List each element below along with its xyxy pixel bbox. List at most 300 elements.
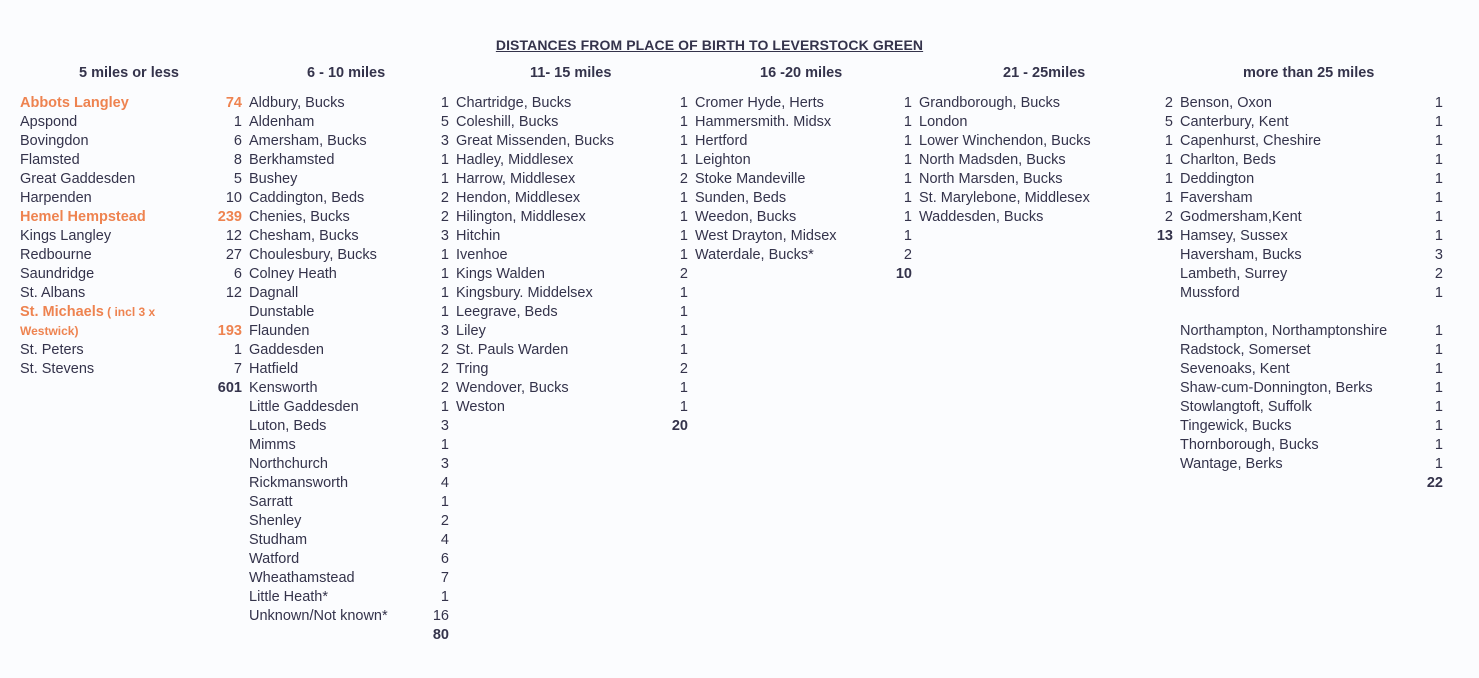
list-item <box>249 493 449 512</box>
place-name: Hatfield <box>249 361 299 377</box>
count: 2 <box>679 171 688 187</box>
column-heading: 5 miles or less <box>79 65 179 81</box>
list-item <box>1180 455 1443 474</box>
column-list <box>919 94 1173 246</box>
count: 1 <box>1434 437 1443 453</box>
count: 2 <box>1164 209 1173 225</box>
list-item <box>456 94 688 113</box>
column-heading: 21 - 25miles <box>1003 65 1086 81</box>
count: 8 <box>233 152 242 168</box>
place-name: North Madsden, Bucks <box>919 152 1066 168</box>
list-item <box>20 94 242 113</box>
count: 1 <box>440 95 449 111</box>
place-name: Canterbury, Kent <box>1180 114 1289 130</box>
list-item <box>456 379 688 398</box>
place-name: Aldenham <box>249 114 315 130</box>
list-item <box>919 170 1173 189</box>
place-name: Radstock, Somerset <box>1180 342 1311 358</box>
count: 1 <box>1434 209 1443 225</box>
count: 1 <box>903 171 912 187</box>
list-item <box>249 550 449 569</box>
list-item <box>249 132 449 151</box>
count: 2 <box>440 190 449 206</box>
list-item <box>1180 265 1443 284</box>
count: 1 <box>903 228 912 244</box>
count: 2 <box>440 361 449 377</box>
place-name: Bovingdon <box>20 133 89 149</box>
list-item <box>456 398 688 417</box>
place-name: West Drayton, Midsex <box>695 228 837 244</box>
list-item <box>919 94 1173 113</box>
page-title: DISTANCES FROM PLACE OF BIRTH TO LEVERSTOCK GREEN <box>495 37 924 53</box>
place-name: Waddesden, Bucks <box>919 209 1044 225</box>
place-name: Northampton, Northamptonshire <box>1180 323 1388 339</box>
count: 1 <box>679 285 688 301</box>
total-row <box>249 626 449 645</box>
list-item <box>456 322 688 341</box>
place-name: Leegrave, Beds <box>456 304 558 320</box>
count: 1 <box>903 114 912 130</box>
total-row <box>695 265 912 284</box>
list-item <box>249 474 449 493</box>
count: 1 <box>1164 171 1173 187</box>
place-name: Shenley <box>249 513 302 529</box>
count: 2 <box>440 342 449 358</box>
place-name: Sarratt <box>249 494 293 510</box>
place-name: Haversham, Bucks <box>1180 247 1302 263</box>
total-row <box>20 379 242 398</box>
place-name: Kings Walden <box>456 266 545 282</box>
count: 3 <box>1434 247 1443 263</box>
list-item <box>695 113 912 132</box>
place-name: Harrow, Middlesex <box>456 171 576 187</box>
list-item <box>695 132 912 151</box>
place-name: Kings Langley <box>20 228 112 244</box>
place-name: Stowlangtoft, Suffolk <box>1180 399 1312 415</box>
list-item <box>456 303 688 322</box>
place-name: Hertford <box>695 133 748 149</box>
place-name: Lambeth, Surrey <box>1180 266 1288 282</box>
count: 1 <box>903 133 912 149</box>
place-name: Waterdale, Bucks* <box>695 247 814 263</box>
count: 6 <box>233 266 242 282</box>
count: 1 <box>1434 133 1443 149</box>
count: 1 <box>679 323 688 339</box>
count: 1 <box>1434 95 1443 111</box>
count: 193 <box>217 323 242 339</box>
place-name: Amersham, Bucks <box>249 133 367 149</box>
place-name: Hendon, Middlesex <box>456 190 581 206</box>
count: 3 <box>440 133 449 149</box>
count: 1 <box>1164 190 1173 206</box>
total-row <box>919 227 1173 246</box>
count: 1 <box>679 190 688 206</box>
place-name: Caddington, Beds <box>249 190 365 206</box>
column-heading: 11- 15 miles <box>530 65 612 81</box>
list-item <box>1180 341 1443 360</box>
list-item <box>456 360 688 379</box>
place-name: Colney Heath <box>249 266 337 282</box>
place-name: Berkhamsted <box>249 152 335 168</box>
place-name: Ivenhoe <box>456 247 508 263</box>
count: 1 <box>903 190 912 206</box>
total-count: 10 <box>895 266 912 282</box>
list-item <box>695 189 912 208</box>
list-item <box>1180 322 1443 341</box>
list-item <box>456 132 688 151</box>
column-list <box>695 94 912 284</box>
list-item <box>249 151 449 170</box>
count: 1 <box>440 266 449 282</box>
list-item <box>249 322 449 341</box>
list-item <box>1180 284 1443 303</box>
list-item <box>249 94 449 113</box>
count: 1 <box>1434 285 1443 301</box>
list-item <box>20 246 242 265</box>
count: 1 <box>1434 380 1443 396</box>
count: 16 <box>432 608 449 624</box>
list-item <box>695 227 912 246</box>
list-item <box>1180 398 1443 417</box>
count: 1 <box>440 171 449 187</box>
list-item <box>249 265 449 284</box>
count: 2 <box>1164 95 1173 111</box>
count: 10 <box>225 190 242 206</box>
place-note: ( incl 3 x <box>103 305 156 319</box>
place-name: Deddington <box>1180 171 1255 187</box>
count: 1 <box>440 247 449 263</box>
total-count: 80 <box>432 627 449 643</box>
count: 1 <box>1434 342 1443 358</box>
list-item <box>1180 151 1443 170</box>
list-item <box>249 341 449 360</box>
place-name: Gaddesden <box>249 342 324 358</box>
place-name: Watford <box>249 551 300 567</box>
list-item <box>249 379 449 398</box>
place-name: Liley <box>456 323 486 339</box>
place-name: Godmersham,Kent <box>1180 209 1302 225</box>
list-item <box>20 132 242 151</box>
list-item <box>695 151 912 170</box>
total-row <box>456 417 688 436</box>
place-name: Apspond <box>20 114 78 130</box>
place-name: Rickmansworth <box>249 475 349 491</box>
count: 1 <box>1434 152 1443 168</box>
place-name: Sunden, Beds <box>695 190 787 206</box>
place-name: Mussford <box>1180 285 1240 301</box>
count: 1 <box>440 304 449 320</box>
list-item <box>456 151 688 170</box>
place-name: St. Marylebone, Middlesex <box>919 190 1090 206</box>
place-name: Benson, Oxon <box>1180 95 1272 111</box>
total-count: 13 <box>1156 228 1173 244</box>
place-name: Little Gaddesden <box>249 399 359 415</box>
count: 1 <box>1434 323 1443 339</box>
column-heading: 6 - 10 miles <box>307 65 386 81</box>
place-name: Harpenden <box>20 190 92 206</box>
total-row <box>1180 474 1443 493</box>
count: 4 <box>440 475 449 491</box>
count: 2 <box>440 513 449 529</box>
list-item <box>1180 132 1443 151</box>
place-name: Hemel Hempstead <box>20 209 146 225</box>
list-item <box>249 360 449 379</box>
total-count: 20 <box>671 418 688 434</box>
count: 1 <box>1434 361 1443 377</box>
place-name: Unknown/Not known* <box>249 608 388 624</box>
count: 12 <box>225 285 242 301</box>
list-item <box>249 227 449 246</box>
list-item <box>1180 113 1443 132</box>
place-name: Flamsted <box>20 152 80 168</box>
list-item <box>20 113 242 132</box>
list-item <box>1180 189 1443 208</box>
list-item <box>249 588 449 607</box>
count: 1 <box>233 114 242 130</box>
list-item <box>456 265 688 284</box>
count: 1 <box>679 133 688 149</box>
list-item <box>20 189 242 208</box>
count: 7 <box>233 361 242 377</box>
place-name: Great Gaddesden <box>20 171 136 187</box>
list-item <box>249 398 449 417</box>
place-name: Lower Winchendon, Bucks <box>919 133 1091 149</box>
list-item <box>695 170 912 189</box>
place-name: Shaw-cum-Donnington, Berks <box>1180 380 1373 396</box>
list-item <box>249 284 449 303</box>
list-item <box>456 246 688 265</box>
count: 1 <box>1434 190 1443 206</box>
place-name: Bushey <box>249 171 298 187</box>
count: 3 <box>440 323 449 339</box>
list-item <box>249 455 449 474</box>
list-item <box>249 417 449 436</box>
count: 1 <box>679 342 688 358</box>
count: 27 <box>225 247 242 263</box>
list-item <box>20 265 242 284</box>
list-item <box>456 227 688 246</box>
place-name: Wendover, Bucks <box>456 380 569 396</box>
list-item <box>919 189 1173 208</box>
list-item <box>1180 170 1443 189</box>
count: 2 <box>440 209 449 225</box>
count: 1 <box>679 95 688 111</box>
column-heading: more than 25 miles <box>1243 65 1375 81</box>
list-item <box>249 303 449 322</box>
place-name: Little Heath* <box>249 589 328 605</box>
list-item <box>456 341 688 360</box>
count: 1 <box>679 152 688 168</box>
place-name: Hilington, Middlesex <box>456 209 586 225</box>
list-item <box>20 151 242 170</box>
count: 2 <box>903 247 912 263</box>
count: 1 <box>1434 399 1443 415</box>
place-name: Hammersmith. Midsx <box>695 114 832 130</box>
place-name: Westwick) <box>20 324 79 338</box>
list-item <box>249 246 449 265</box>
place-name: Wantage, Berks <box>1180 456 1283 472</box>
list-item <box>20 170 242 189</box>
list-item <box>249 113 449 132</box>
column-list <box>1180 94 1443 493</box>
count: 1 <box>1164 133 1173 149</box>
count: 1 <box>903 209 912 225</box>
count: 5 <box>440 114 449 130</box>
place-name: Thornborough, Bucks <box>1180 437 1319 453</box>
list-item <box>20 303 242 322</box>
list-item <box>20 341 242 360</box>
count: 1 <box>440 285 449 301</box>
list-item <box>1180 94 1443 113</box>
count: 1 <box>679 399 688 415</box>
count: 1 <box>1164 152 1173 168</box>
place-name: Flaunden <box>249 323 310 339</box>
list-item <box>1180 436 1443 455</box>
total-count: 22 <box>1426 475 1443 491</box>
count: 12 <box>225 228 242 244</box>
list-item <box>1180 360 1443 379</box>
count: 5 <box>1164 114 1173 130</box>
place-name: Charlton, Beds <box>1180 152 1276 168</box>
count: 1 <box>233 342 242 358</box>
place-name: Chartridge, Bucks <box>456 95 572 111</box>
list-item <box>1180 303 1443 322</box>
count: 1 <box>903 95 912 111</box>
place-name: Weston <box>456 399 505 415</box>
place-name: Sevenoaks, Kent <box>1180 361 1290 377</box>
list-item <box>249 512 449 531</box>
place-name: Aldbury, Bucks <box>249 95 345 111</box>
place-name: Northchurch <box>249 456 328 472</box>
list-item <box>249 170 449 189</box>
place-name: Hitchin <box>456 228 501 244</box>
count: 1 <box>1434 456 1443 472</box>
place-name: Hadley, Middlesex <box>456 152 574 168</box>
place-name: Dunstable <box>249 304 315 320</box>
count: 3 <box>440 228 449 244</box>
count: 1 <box>679 247 688 263</box>
place-name: Luton, Beds <box>249 418 327 434</box>
list-item <box>695 94 912 113</box>
place-name: Faversham <box>1180 190 1253 206</box>
place-name: Coleshill, Bucks <box>456 114 559 130</box>
place-name: Stoke Mandeville <box>695 171 806 187</box>
place-name: Hamsey, Sussex <box>1180 228 1288 244</box>
place-name: St. Stevens <box>20 361 95 377</box>
list-item <box>20 208 242 227</box>
count: 239 <box>217 209 242 225</box>
total-count: 601 <box>217 380 242 396</box>
count: 1 <box>1434 228 1443 244</box>
place-name: Studham <box>249 532 308 548</box>
list-item <box>695 208 912 227</box>
list-item <box>20 360 242 379</box>
place-name: Great Missenden, Bucks <box>456 133 614 149</box>
column-list <box>20 94 242 398</box>
place-name: Abbots Langley <box>20 95 129 111</box>
count: 1 <box>679 209 688 225</box>
count: 1 <box>1434 171 1443 187</box>
count: 6 <box>233 133 242 149</box>
list-item <box>695 246 912 265</box>
list-item <box>456 208 688 227</box>
place-name: Tring <box>456 361 489 377</box>
count: 1 <box>440 494 449 510</box>
place-name: St. Albans <box>20 285 86 301</box>
count: 3 <box>440 418 449 434</box>
count: 1 <box>440 152 449 168</box>
place-name: St. Pauls Warden <box>456 342 569 358</box>
place-name: St. Michaels ( incl 3 x <box>20 304 156 320</box>
place-name: Grandborough, Bucks <box>919 95 1061 111</box>
place-name: Weedon, Bucks <box>695 209 797 225</box>
list-item <box>249 208 449 227</box>
count: 1 <box>440 589 449 605</box>
count: 1 <box>1434 114 1443 130</box>
column-heading: 16 -20 miles <box>760 65 843 81</box>
place-name: Choulesbury, Bucks <box>249 247 377 263</box>
place-name: Chenies, Bucks <box>249 209 350 225</box>
count: 1 <box>679 380 688 396</box>
place-name: Capenhurst, Cheshire <box>1180 133 1322 149</box>
count: 6 <box>440 551 449 567</box>
list-item <box>20 227 242 246</box>
place-name: Redbourne <box>20 247 92 263</box>
count: 1 <box>440 399 449 415</box>
count: 4 <box>440 532 449 548</box>
place-name: Cromer Hyde, Herts <box>695 95 824 111</box>
list-item <box>919 151 1173 170</box>
list-item <box>249 436 449 455</box>
count: 1 <box>679 304 688 320</box>
column-list <box>456 94 688 436</box>
place-name: Chesham, Bucks <box>249 228 359 244</box>
place-name: Tingewick, Bucks <box>1180 418 1292 434</box>
list-item <box>249 531 449 550</box>
place-name: St. Peters <box>20 342 84 358</box>
list-item <box>1180 208 1443 227</box>
place-name: Leighton <box>695 152 751 168</box>
list-item <box>456 170 688 189</box>
list-item <box>1180 417 1443 436</box>
column-list <box>249 94 449 645</box>
count: 1 <box>679 228 688 244</box>
list-item <box>249 569 449 588</box>
count: 1 <box>679 114 688 130</box>
place-name: Saundridge <box>20 266 95 282</box>
list-item <box>249 189 449 208</box>
place-name: London <box>919 114 968 130</box>
list-item <box>1180 227 1443 246</box>
list-item <box>20 284 242 303</box>
place-name: Kingsbury. Middelsex <box>456 285 593 301</box>
count: 74 <box>225 95 242 111</box>
place-name: Dagnall <box>249 285 299 301</box>
count: 5 <box>233 171 242 187</box>
list-item <box>919 113 1173 132</box>
list-item <box>456 284 688 303</box>
list-item <box>919 132 1173 151</box>
count: 1 <box>903 152 912 168</box>
list-item <box>919 208 1173 227</box>
place-name: Mimms <box>249 437 296 453</box>
list-item <box>456 113 688 132</box>
count: 2 <box>679 266 688 282</box>
count: 3 <box>440 456 449 472</box>
count: 7 <box>440 570 449 586</box>
count: 2 <box>440 380 449 396</box>
place-name: North Marsden, Bucks <box>919 171 1063 187</box>
